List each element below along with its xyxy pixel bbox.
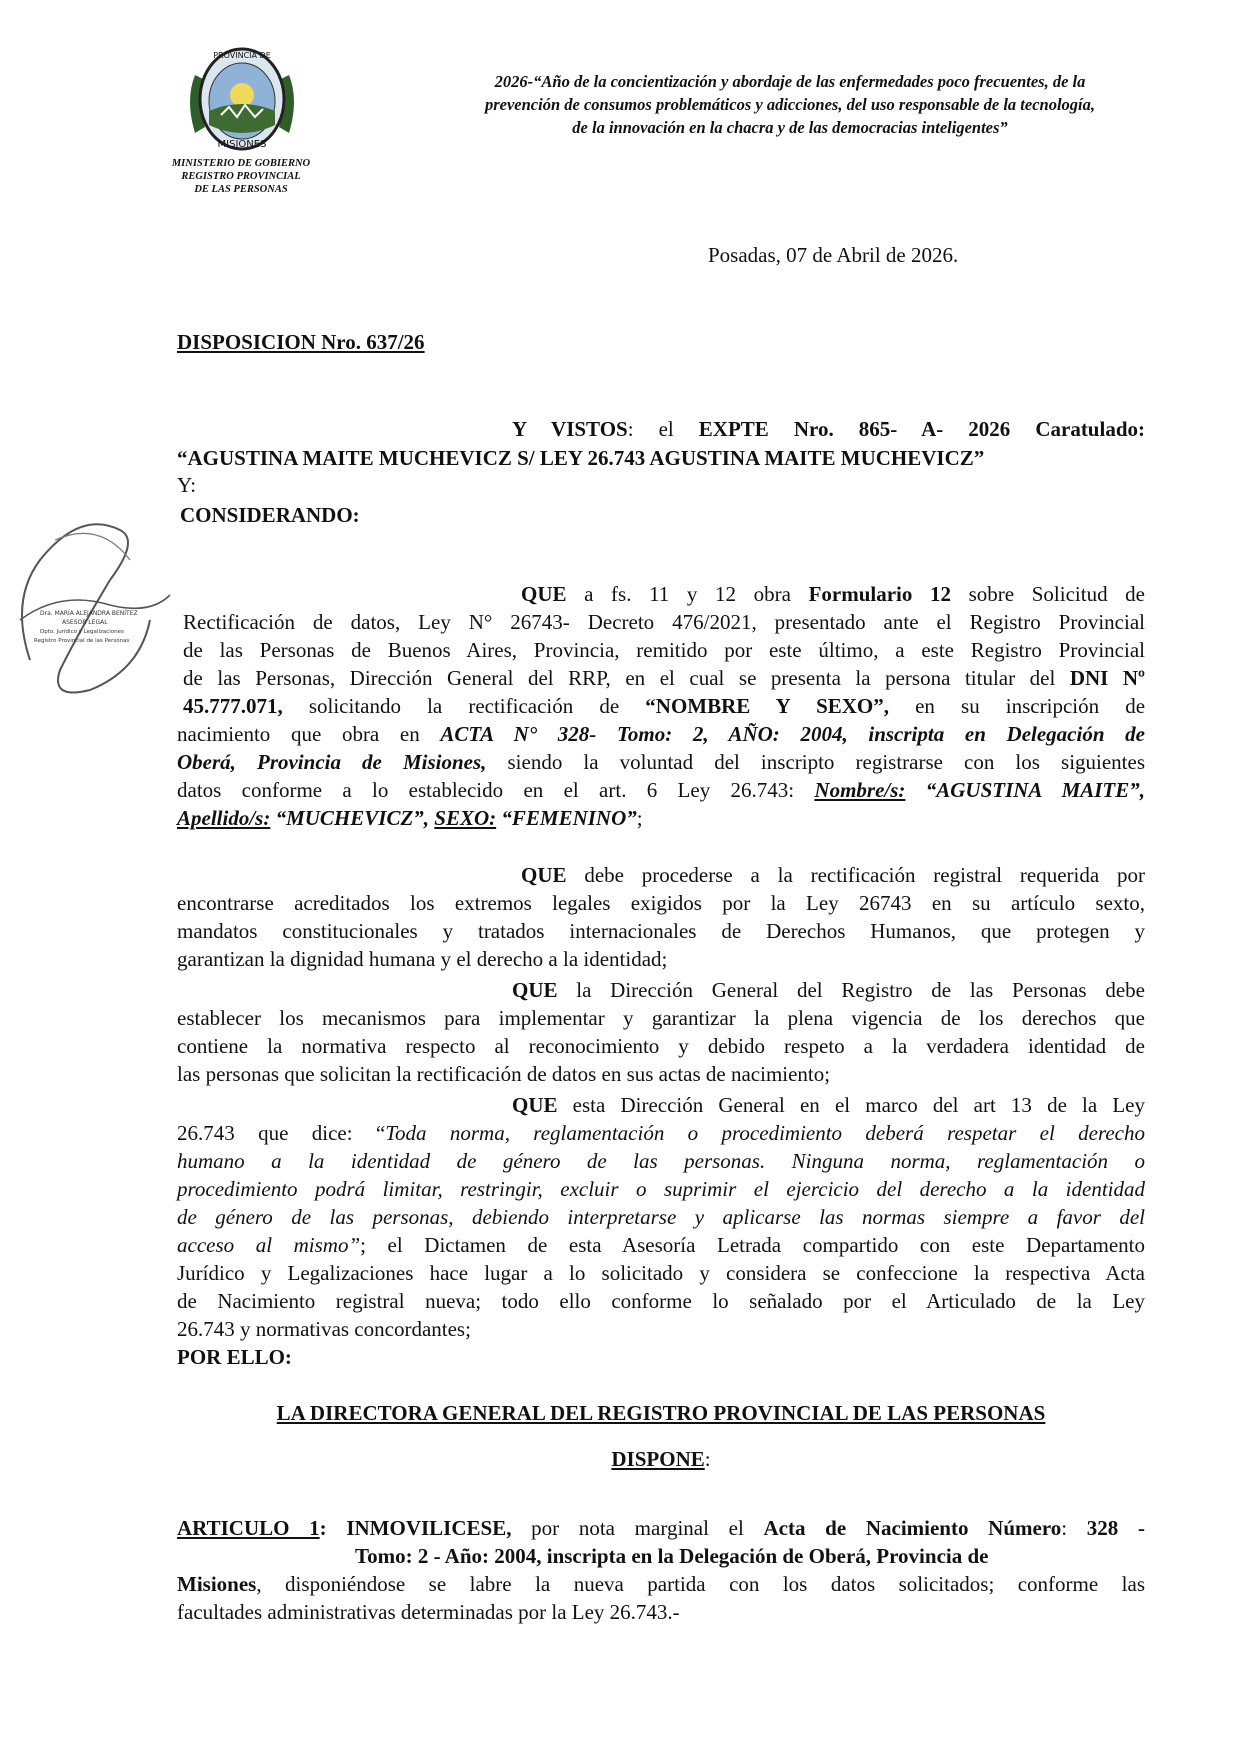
articulo1-line3: Misiones, disponiéndose se labre la nueva partida con los datos solicitados; conforme las	[177, 1572, 1145, 1596]
que1-line2: Rectificación de datos, Ley N° 26743- Decreto 476/2021, presentado ante el Registro Provincial	[183, 610, 1145, 634]
que1-line8: datos conforme a lo establecido en el art. 6 Ley 26.743: Nombre/s: “AGUSTINA MAITE”,	[177, 778, 1146, 802]
que4-line3: humano a la identidad de género de las personas. Ninguna norma, reglamentación o	[177, 1149, 1145, 1173]
motto-line: 2026-“Año de la concientización y abordaje de las enfermedades poco frecuentes, de la	[494, 72, 1086, 91]
que4-line4: procedimiento podrá limitar, restringir, excluir o suprimir el ejercicio del derecho a la identidad	[177, 1177, 1145, 1201]
que2-line1: QUE debe procederse a la rectificación registral requerida por	[521, 863, 1145, 887]
que1-line9: Apellido/s: “MUCHEVICZ”, SEXO: “FEMENINO”;	[177, 806, 643, 830]
vistos-y: Y:	[177, 473, 197, 497]
que4-line1: QUE esta Dirección General en el marco del art 13 de la Ley	[512, 1093, 1145, 1117]
por-ello: POR ELLO:	[177, 1345, 292, 1369]
year-motto	[395, 70, 1185, 139]
ministry-line: DE LAS PERSONAS	[194, 184, 288, 195]
articulo1-line4: facultades administrativas determinadas por la Ley 26.743.-	[177, 1600, 680, 1624]
motto-line: de la innovación en la chacra y de las democracias inteligentes”	[572, 118, 1008, 137]
motto-line: prevención de consumos problemáticos y adicciones, del uso responsable de la tecnología,	[484, 95, 1095, 114]
que3-line1: QUE la Dirección General del Registro de las Personas debe	[512, 978, 1145, 1002]
document-date: Posadas, 07 de Abril de 2026.	[708, 243, 959, 267]
vistos-line: Y VISTOS: el EXPTE Nro. 865- A- 2026 Caratulado:	[512, 417, 1145, 441]
que4-line2: 26.743 que dice: “Toda norma, reglamentación o procedimiento deberá respetar el derecho	[177, 1121, 1145, 1145]
que2-line2: encontrarse acreditados los extremos legales exigidos por la Ley 26743 en su artículo sexto,	[177, 891, 1145, 915]
provincial-seal	[181, 45, 303, 153]
que2-line3: mandatos constitucionales y tratados internacionales de Derechos Humanos, que protegen y	[177, 919, 1145, 943]
que1-line3: de las Personas de Buenos Aires, Provincia, remitido por este último, a este Registro Provincial	[183, 638, 1145, 662]
directora-heading: LA DIRECTORA GENERAL DEL REGISTRO PROVINCIAL DE LAS PERSONAS	[276, 1401, 1046, 1425]
dispone-heading: DISPONE:	[611, 1447, 711, 1471]
seal-bottom-text: MISIONES	[217, 139, 267, 150]
que1-line5: 45.777.071, solicitando la rectificación de “NOMBRE Y SEXO”, en su inscripción de	[183, 694, 1146, 718]
que4-line8: de Nacimiento registral nueva; todo ello conforme lo señalado por el Articulado de la Ley	[177, 1289, 1145, 1313]
que3-line4: las personas que solicitan la rectificación de datos en sus actas de nacimiento;	[177, 1062, 831, 1086]
articulo1-line1: ARTICULO 1: INMOVILICESE, por nota marginal el Acta de Nacimiento Número: 328 -	[177, 1516, 1145, 1540]
stamp-text: Dpto. Jurídico y Legalizaciones	[40, 629, 124, 635]
seal-top-text: PROVINCIA DE	[213, 51, 271, 60]
que2-line4: garantizan la dignidad humana y el derecho a la identidad;	[177, 947, 668, 971]
stamp-text: Registro Provincial de las Personas	[34, 638, 130, 644]
caratula: “AGUSTINA MAITE MUCHEVICZ S/ LEY 26.743 AGUSTINA MAITE MUCHEVICZ”	[177, 446, 985, 470]
considerando-heading: CONSIDERANDO:	[180, 503, 360, 527]
ministry-header	[150, 157, 332, 196]
que4-line6: acceso al mismo”; el Dictamen de esta Asesoría Letrada compartido con este Departamento	[177, 1233, 1145, 1257]
que1-line4: de las Personas, Dirección General del RRP, en el cual se presenta la persona titular del DNI Nº	[183, 666, 1145, 690]
que1-line1: QUE a fs. 11 y 12 obra Formulario 12 sobre Solicitud de	[521, 582, 1145, 606]
stamp-text: Dra. MARÍA ALEJANDRA BENÍTEZ	[40, 610, 138, 617]
disposition-title: DISPOSICION Nro. 637/26	[177, 330, 425, 354]
que4-line7: Jurídico y Legalizaciones hace lugar a lo solicitado y considera se confeccione la respectiva Acta	[177, 1261, 1145, 1285]
que3-line2: establecer los mecanismos para implementar y garantizar la plena vigencia de los derechos que	[177, 1006, 1145, 1030]
que4-line5: de género de las personas, debiendo interpretarse y aplicarse las normas siempre a favor del	[177, 1205, 1145, 1229]
que1-line7: Oberá, Provincia de Misiones, siendo la voluntad del inscripto registrarse con los siguientes	[177, 750, 1146, 774]
que1-line6: nacimiento que obra en ACTA N° 328- Tomo: 2, AÑO: 2004, inscripta en Delegación de	[177, 722, 1145, 746]
articulo1-line2: Tomo: 2 - Año: 2004, inscripta en la Delegación de Oberá, Provincia de	[355, 1544, 989, 1568]
que3-line3: contiene la normativa respecto al reconocimiento y debido respeto a la verdadera identidad de	[177, 1034, 1145, 1058]
handwritten-signature	[0, 500, 200, 720]
que4-line9: 26.743 y normativas concordantes;	[177, 1317, 471, 1341]
stamp-text: ASESOR LEGAL	[62, 619, 108, 626]
ministry-line: MINISTERIO DE GOBIERNO	[171, 158, 311, 169]
ministry-line: REGISTRO PROVINCIAL	[181, 171, 301, 182]
